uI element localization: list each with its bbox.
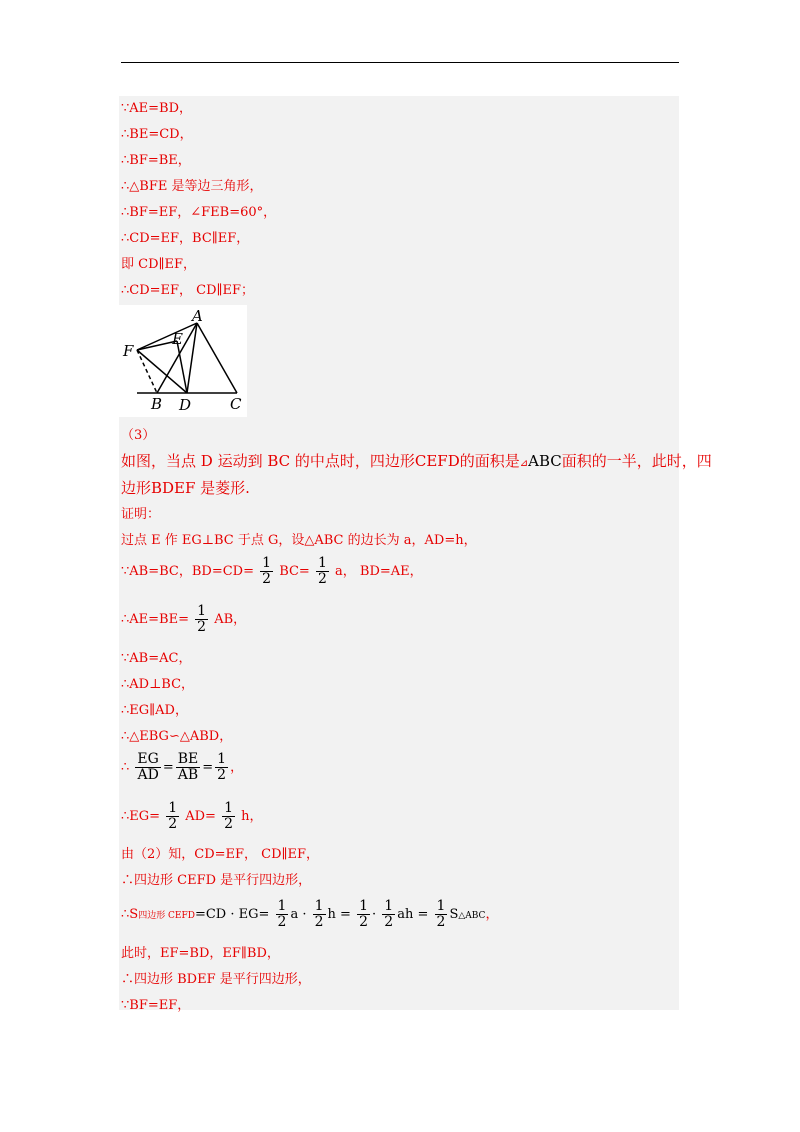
eq-text-b: BC= [279, 564, 310, 579]
statement-line-1: 如图，当点 D 运动到 BC 的中点时，四边形CEFD的面积是⊿ABC面积的一半，此时，四 [121, 452, 712, 470]
equation-eg [121, 801, 263, 832]
eq-sub-cefd: 四边形 CEFD [138, 911, 195, 921]
proof-line-ad-bc: ∴AD⊥BC， [121, 677, 195, 692]
statement-text-a: 如图，当点 D 运动到 BC 的中点时，四边形CEFD的面积是 [121, 452, 520, 470]
eq-text-b: AB， [214, 612, 247, 627]
proof-line-ef-bd: 此时，EF=BD，EF∥BD， [121, 946, 280, 961]
proof-line-4: ∴△BFE 是等边三角形， [121, 179, 263, 194]
label-b: B [151, 395, 163, 413]
fraction-half: $\frac{1}{2}$ [217, 751, 227, 783]
fraction-be-ab: $\frac{BE}{AB}$ [177, 751, 199, 783]
proof-line-6: ∴CD=EF，BC∥EF， [121, 231, 250, 246]
eq-s: ∴S [121, 907, 139, 922]
triangle-figure [119, 305, 247, 417]
statement-text-c: 面积的一半，此时，四 [561, 452, 712, 470]
eq-text-a: ∴EG= [121, 809, 161, 824]
proof-line-ab-ac: ∵AB=AC， [121, 651, 192, 666]
proof-line-3: ∴BF=BE， [121, 153, 191, 168]
header-rule [121, 62, 679, 63]
proof-line-similar: ∴△EBG∽△ABD， [121, 729, 233, 744]
proof-line-1: ∵AE=BD， [121, 101, 193, 116]
triangle-diagram [119, 305, 247, 417]
proof-line-8: ∴CD=EF， CD∥EF； [121, 283, 255, 298]
fraction-half: $\frac{1}{2}$ [317, 555, 327, 587]
equation-area: ∴S四边形 CEFD=CD · EG= $\frac{1}{2}$ a · $\frac{1}{2}$ h = $\frac{1}{2}$ · $\frac{1}{2}$ ah = $\frac{1}{2}$ S△ABC， [121, 898, 499, 930]
proof-line-from-2: 由（2）知，CD=EF， CD∥EF， [121, 847, 320, 862]
statement-line-2: 边形BDEF 是菱形. [121, 479, 250, 497]
fraction-half: $\frac{1}{2}$ [224, 800, 234, 832]
eq-text-b: AD= [185, 809, 216, 824]
proof-label: 证明： [121, 507, 161, 522]
eq-text-c: a， BD=AE， [335, 564, 423, 579]
equation-ratio: ∴ $\frac{EG}{AD}$ = $\frac{BE}{AB}$ = $\frac{1}{2}$ ， [121, 751, 244, 783]
label-f: F [123, 342, 134, 360]
fraction-half: $\frac{1}{2}$ [197, 603, 207, 635]
proof-line-parallelogram: ∴四边形 CEFD 是平行四边形， [121, 873, 312, 888]
proof-line-bf-ef: ∵BF=EF， [121, 998, 191, 1013]
eq-therefore: ∴ [121, 760, 130, 775]
equation-bd-cd [121, 556, 423, 587]
fraction-half: $\frac{1}{2}$ [359, 898, 369, 930]
fraction-eg-ad: $\frac{EG}{AD}$ [137, 751, 159, 783]
construction-line: 过点 E 作 EG⊥BC 于点 G，设△ABC 的边长为 a，AD=h， [121, 533, 477, 548]
eq-text-c: h， [241, 809, 263, 824]
eq-text-a: ∴AE=BE= [121, 612, 189, 627]
label-d: D [179, 396, 192, 414]
statement-abc: ABC [528, 452, 562, 470]
label-a: A [192, 307, 203, 325]
proof-line-5: ∴BF=EF，∠FEB=60°， [121, 205, 277, 220]
label-e: E [172, 330, 183, 348]
fraction-half: $\frac{1}{2}$ [314, 898, 324, 930]
fraction-half: $\frac{1}{2}$ [168, 800, 178, 832]
proof-line-bdef: ∴四边形 BDEF 是平行四边形， [121, 972, 311, 987]
proof-line-7: 即 CD∥EF， [121, 257, 197, 272]
eq-text-a: ∵AB=BC，BD=CD= [121, 564, 254, 579]
fraction-half: $\frac{1}{2}$ [384, 898, 394, 930]
part-3-heading: （3） [121, 428, 156, 443]
fraction-half: $\frac{1}{2}$ [277, 898, 287, 930]
eq-cd-eg: =CD · EG= [194, 907, 270, 922]
fraction-half: $\frac{1}{2}$ [262, 555, 272, 587]
proof-line-2: ∴BE=CD， [121, 127, 193, 142]
label-c: C [230, 395, 242, 413]
fraction-half: $\frac{1}{2}$ [436, 898, 446, 930]
equation-ae-be [121, 604, 246, 635]
proof-line-eg-ad: ∴EG∥AD， [121, 703, 188, 718]
